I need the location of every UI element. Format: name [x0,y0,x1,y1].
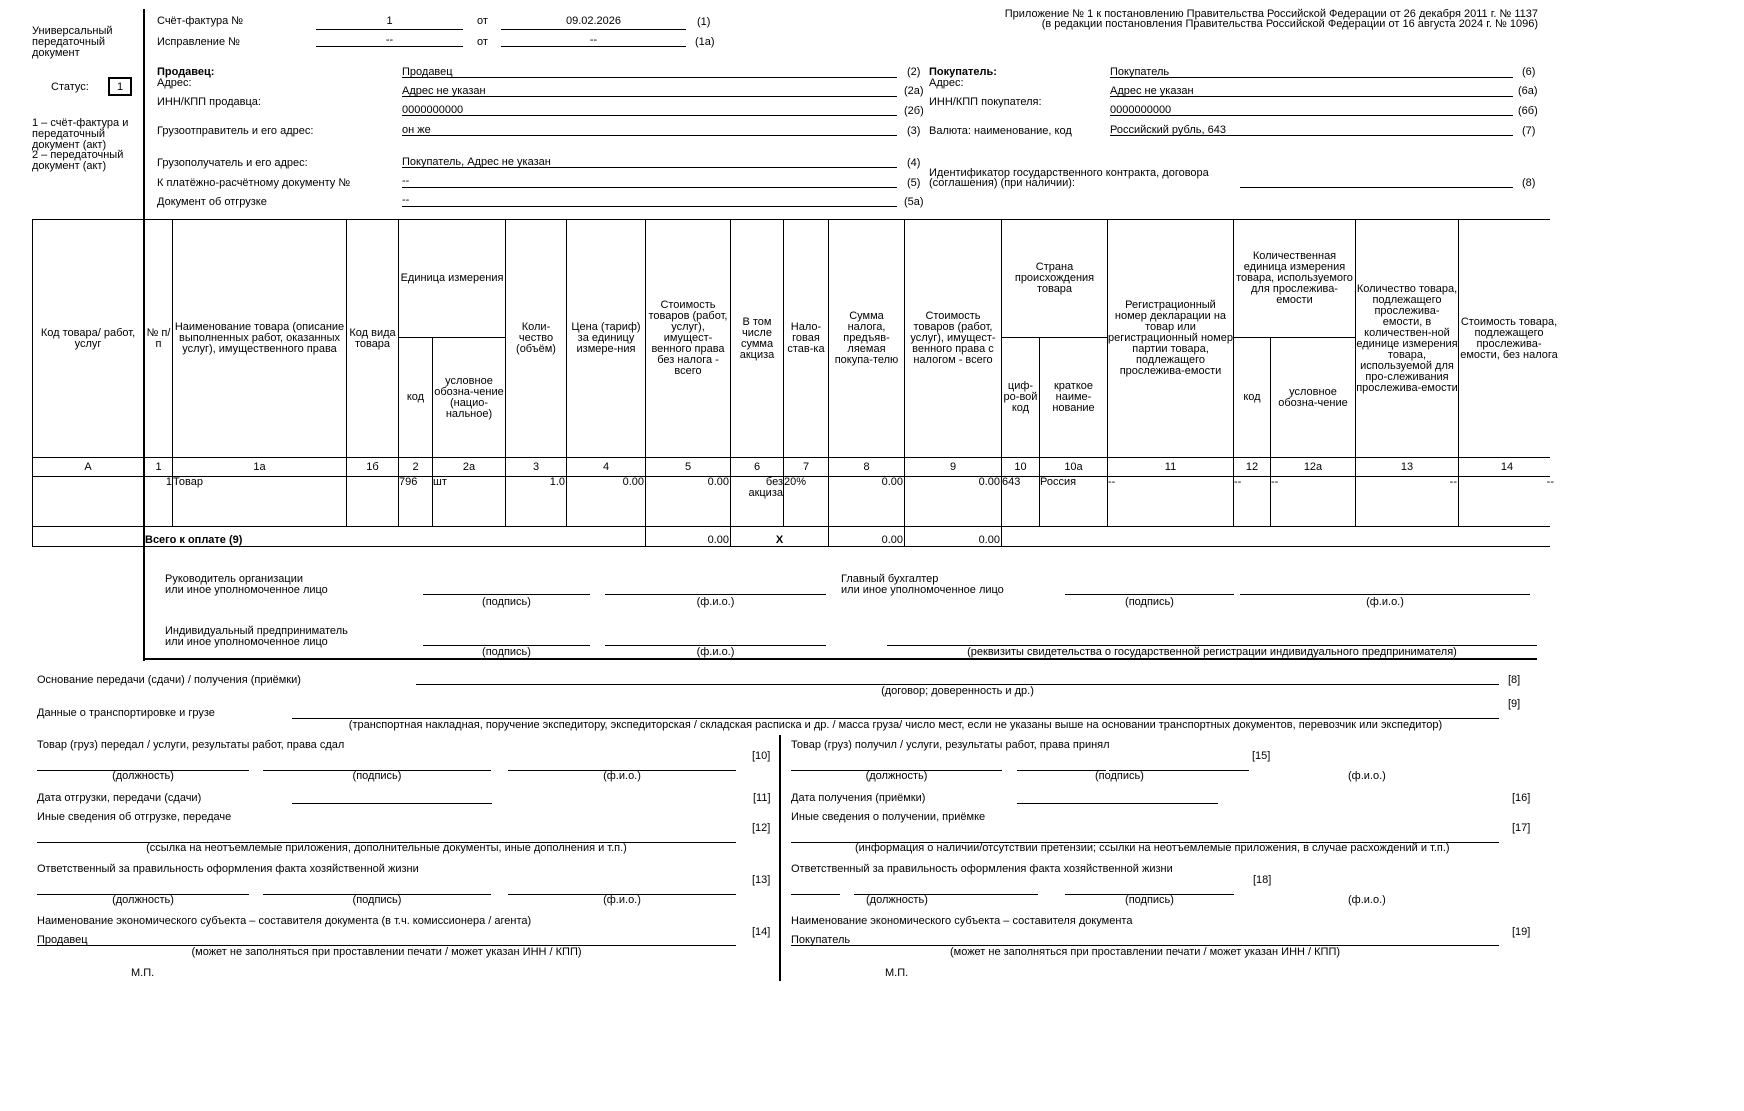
colnum-12a: 12а [1303,460,1323,473]
receive-entity-ref: [19] [1512,926,1531,938]
seller-title: Продавец: [157,66,215,78]
seller-address-label: Адрес: [157,77,192,89]
ie-label-1: Индивидуальный предприниматель [165,625,348,637]
shipper-line [402,135,897,136]
row-sum-no-tax: 0.00 [707,476,729,488]
row-country-name: Россия [1040,476,1077,488]
ie-fio-caption: (ф.и.о.) [696,646,735,658]
header-col-2: код [406,391,425,403]
shipper-ref: (3) [907,125,921,137]
correction-number-line [316,46,463,47]
received-position-caption: (должность) [865,770,928,782]
consignee-ref: (4) [907,157,921,169]
invoice-number[interactable]: 1 [386,15,393,27]
ship-stamp: М.П. [131,967,155,979]
shipper-value[interactable]: он же [402,124,431,136]
payment-doc-value[interactable]: -- [402,175,410,187]
header-col-1a: Наименование товара (описание выполненных работ, оказанных услуг), имущественного права [174,321,345,355]
shipment-doc-label: Документ об отгрузке [157,196,267,208]
colnum-8: 8 [863,460,870,473]
contract-label-2: (соглашения) (при наличии): [929,177,1075,189]
currency-ref: (7) [1522,125,1536,137]
signatures-bottom-border [143,658,1537,660]
header-col-5: Стоимость товаров (работ, услуг), имущест-венного права без налога - всего [648,299,728,377]
status-label: Статус: [51,81,89,93]
invoice-date[interactable]: 09.02.2026 [565,15,622,27]
header-country-group: Страна происхождения товара [1014,261,1095,295]
colnum-1: 1 [155,460,162,473]
seller-inn-ref: (2б) [904,105,924,117]
ie-requisites-caption: (реквизиты свидетельства о государственной регистрации индивидуального предпринимателя) [967,646,1457,658]
receive-entity-caption: (может не заполняться при проставлении печати / может указан ИНН / КПП) [949,946,1341,958]
shipment-doc-ref: (5а) [904,196,924,208]
row-sum-with-tax: 0.00 [978,476,1000,488]
receive-other-ref: [17] [1512,822,1531,834]
colnum-5: 5 [684,460,692,473]
received-ref: [15] [1252,750,1271,762]
accountant-label-2: или иное уполномоченное лицо [841,584,1004,596]
transport-label: Данные о транспортировке и грузе [37,707,215,719]
table-total-bottom [32,546,1550,547]
colnum-7: 7 [802,460,810,473]
accountant-signature-caption: (подпись) [1125,596,1174,608]
receive-resp-signature-caption: (подпись) [1125,894,1174,906]
invoice-ref: (1) [697,16,711,28]
header-col-13: Количество товара, подлежащего прослежива-емости, в количествен-ной единице измерения товара, используемой для про-слеживания прослежива-емости [1356,282,1458,394]
correction-number[interactable]: -- [385,34,394,46]
transfer-center-divider [779,735,781,981]
transport-ref: [9] [1508,698,1521,710]
consignee-value[interactable]: Покупатель, Адрес не указан [402,156,551,168]
row-unit-name: шт [433,476,447,488]
ship-entity-ref: [14] [752,926,771,938]
head-signature-line[interactable] [423,594,590,595]
received-signature-line-1[interactable] [1017,770,1106,771]
shipper-label: Грузоотправитель и его адрес: [157,125,314,137]
receive-resp-position-caption: (должность) [866,894,928,906]
invoice-number-line [316,29,463,30]
header-col-2a: условное обозна-чение (нацио-нальное) [434,374,504,420]
accountant-label-1: Главный бухгалтер [841,573,939,585]
receive-date-label: Дата получения (приёмки) [791,792,926,804]
receive-other-caption: (информация о наличии/отсутствии претензии; ссылки на неотъемлемые приложения, в случае расхождений и т.п.) [855,842,1450,854]
ship-entity-label: Наименование экономического субъекта – составителя документа (в т.ч. комиссионера / агента) [37,915,532,927]
buyer-inn-label: ИНН/КПП покупателя: [929,96,1042,108]
colnum-9: 9 [949,460,957,473]
header-col-4: Цена (тариф) за единицу измере-ния [571,321,641,355]
handed-ref: [10] [752,750,771,762]
seller-inn[interactable]: 0000000000 [402,104,464,116]
appendix-line-2: (в редакции постановления Правительства Российской Федерации от 16 августа 2024 г. № 1096) [1041,18,1538,30]
colnum-10a: 10а [1064,460,1083,473]
row-name: Товар [173,476,203,488]
ship-other-label: Иные сведения об отгрузке, передаче [37,811,232,823]
seller-name-line [402,77,897,78]
status-note-2: 2 – передаточный документ (акт) [32,149,124,172]
ship-entity-value[interactable]: Продавец [37,934,88,946]
colnum-4: 4 [602,460,610,473]
seller-name-ref: (2) [907,66,921,78]
colnum-1a: 1а [253,460,266,473]
row-unit-code: 796 [399,476,418,488]
ship-resp-ref: [13] [752,874,771,886]
correction-ref: (1а) [695,36,715,48]
accountant-signature-line[interactable] [1065,594,1234,595]
receive-date-ref: [16] [1512,792,1531,804]
header-col-8: Сумма налога, предъяв-ляемая покупа-телю [834,310,899,366]
row-qty: 1.0 [549,476,565,488]
row-tax-sum: 0.00 [881,476,903,488]
payment-doc-ref: (5) [907,177,921,189]
header-col-3: Коли-чество (объём) [516,321,556,355]
received-label: Товар (груз) получил / услуги, результаты работ, права принял [791,739,1110,751]
ie-label-2: или иное уполномоченное лицо [165,636,328,648]
head-fio-caption: (ф.и.о.) [696,596,735,608]
currency-value[interactable]: Российский рубль, 643 [1110,124,1226,136]
header-col-10a: краткое наиме-нование [1052,380,1095,414]
row-country-code: 643 [1002,476,1021,488]
invoice-label: Счёт-фактура № [157,15,244,27]
colnum-2: 2 [412,460,419,473]
shipment-doc-line [402,206,897,207]
total-excise: X [775,534,784,546]
transport-caption: (транспортная накладная, поручение экспедитору, экспедиторская / складская расписка и др. / масса груза/ число мест, если не указаны выше на основании транспортных документов, перевозчик или экспедитор) [348,719,1443,731]
contract-ref: (8) [1522,177,1536,189]
correction-label: Исправление № [157,36,240,48]
header-col-12a: условное обозна-чение [1278,385,1348,409]
status-box[interactable]: 1 [108,77,132,96]
receive-entity-value[interactable]: Покупатель [791,934,851,946]
ship-resp-position-caption: (должность) [112,894,174,906]
ship-other-ref: [12] [752,822,771,834]
header-col-9: Стоимость товаров (работ, услуг), имущест-венного права с налогом - всего [910,310,996,366]
handed-fio-caption: (ф.и.о.) [603,770,641,782]
row-trace-qty: -- [1449,476,1457,488]
contract-line [1240,187,1513,188]
head-fio-line[interactable] [605,594,826,595]
contract-label-1: Идентификатор государственного контракта, договора [929,167,1209,179]
row-price: 0.00 [622,476,644,488]
buyer-address-ref: (6а) [1518,85,1538,97]
seller-inn-line [402,115,897,116]
handed-signature-caption: (подпись) [352,770,402,782]
correction-date-line [501,46,686,47]
colnum-12: 12 [1245,460,1259,473]
total-sum-with-tax: 0.00 [978,534,1000,546]
receive-resp-fio-caption: (ф.и.о.) [1348,894,1386,906]
currency-label: Валюта: наименование, код [929,125,1072,137]
row-num: 1 [165,476,172,488]
payment-doc-line [402,187,897,188]
appendix-line-1: Приложение № 1 к постановлению Правительства Российской Федерации от 26 декабря 2011 г. № 1137 [1004,8,1538,20]
total-tax-sum: 0.00 [881,534,903,546]
total-sum-no-tax: 0.00 [707,534,729,546]
receive-other-label: Иные сведения о получении, приёмке [791,811,986,823]
row-tax-rate: 20% [784,476,807,488]
header-unit-group: Единица измерения [400,272,504,284]
colnum-a: А [84,460,92,473]
receive-resp-label: Ответственный за правильность оформления факта хозяйственной жизни [791,863,1173,875]
buyer-name-line [1110,77,1513,78]
ship-date-label: Дата отгрузки, передачи (сдачи) [37,792,202,804]
ship-resp-signature-caption: (подпись) [352,894,402,906]
ship-entity-caption: (может не заполняться при проставлении печати / может указан ИНН / КПП) [191,946,582,958]
row-trace-cost: -- [1546,476,1554,488]
colnum-3: 3 [532,460,540,473]
seller-name[interactable]: Продавец [402,66,453,78]
consignee-label: Грузополучатель и его адрес: [157,157,308,169]
handed-position-caption: (должность) [112,770,174,782]
received-signature-caption: (подпись) [1095,770,1144,782]
status-note-1: 1 – счёт-фактура и передаточный документ (акт) [32,117,129,151]
invoice-from-label: от [477,15,488,27]
left-separator-top [143,9,145,219]
receive-resp-ref: [18] [1253,874,1272,886]
header-col-7: Нало-говая став-ка [787,321,825,355]
invoice-date-line [501,29,686,30]
ship-date-line[interactable] [292,803,492,804]
table-total-top [32,526,1550,527]
header-col-1: № п/п [146,326,171,350]
row-trace-unit-code: -- [1234,476,1242,488]
colnum-1b: 1б [366,460,379,473]
row-trace-unit-name: -- [1271,476,1279,488]
head-label-1: Руководитель организации [165,573,304,585]
row-reg-number: -- [1108,476,1116,488]
colnum-14: 14 [1500,460,1514,473]
head-signature-caption: (подпись) [482,596,531,608]
handed-label: Товар (груз) передал / услуги, результаты работ, права сдал [37,739,345,751]
ie-signature-caption: (подпись) [482,646,531,658]
header-col-1b: Код вида товара [349,326,396,350]
colnum-10: 10 [1014,460,1027,473]
colnum-2a: 2а [462,460,476,473]
row-excise: без акциза [748,476,783,499]
received-fio-caption: (ф.и.о.) [1348,770,1386,782]
seller-inn-label: ИНН/КПП продавца: [157,96,261,108]
buyer-address-label: Адрес: [929,77,964,89]
receive-stamp: М.П. [885,967,909,979]
basis-ref: [8] [1508,674,1521,686]
receive-date-line[interactable] [1017,803,1218,804]
buyer-inn-ref: (6б) [1518,105,1538,117]
shipment-doc-value[interactable]: -- [402,194,410,206]
correction-from-label: от [477,36,488,48]
colnum-11: 11 [1164,460,1177,473]
buyer-name[interactable]: Покупатель [1110,66,1170,78]
header-col-11: Регистрационный номер декларации на товар или регистрационный номер партии товара, подлежащего прослежива-емости [1108,299,1233,377]
buyer-title: Покупатель: [929,66,997,78]
header-col-10: циф-ро-вой код [1003,380,1038,414]
ship-resp-fio-caption: (ф.и.о.) [603,894,641,906]
seller-address-ref: (2а) [904,85,924,97]
header-col-6: В том числе сумма акциза [739,315,775,361]
basis-label: Основание передачи (сдачи) / получения (приёмки) [37,674,301,686]
payment-doc-label: К платёжно-расчётному документу № [157,177,351,189]
accountant-fio-caption: (ф.и.о.) [1366,596,1404,608]
header-col-12: код [1243,391,1261,403]
colnum-6: 6 [753,460,761,473]
receive-resp-line-1[interactable] [791,894,840,895]
total-label: Всего к оплате (9) [145,534,243,546]
header-trace-group: Количественная единица измерения товара, используемого для прослежива-емости [1236,250,1353,306]
ship-other-caption: (ссылка на неотъемлемые приложения, дополнительные документы, иные дополнения и т.п.) [146,842,627,854]
colnum-13: 13 [1400,460,1414,473]
buyer-address[interactable]: Адрес не указан [1110,85,1194,97]
header-col-14: Стоимость товара, подлежащего прослежива-емости, без налога [1460,315,1558,361]
buyer-name-ref: (6) [1522,66,1536,78]
buyer-inn[interactable]: 0000000000 [1110,104,1172,116]
header-col-a: Код товара/ работ, услуг [40,326,136,350]
head-label-2: или иное уполномоченное лицо [165,584,328,596]
seller-address[interactable]: Адрес не указан [402,85,486,97]
correction-date[interactable]: -- [589,34,598,46]
accountant-fio-line[interactable] [1240,594,1530,595]
basis-caption: (договор; доверенность и др.) [881,685,1034,697]
receive-entity-label: Наименование экономического субъекта – составителя документа [791,915,1133,927]
document-type-title: Универсальный передаточный документ [32,25,113,59]
ship-date-ref: [11] [753,792,771,804]
ship-resp-label: Ответственный за правильность оформления факта хозяйственной жизни [37,863,419,875]
